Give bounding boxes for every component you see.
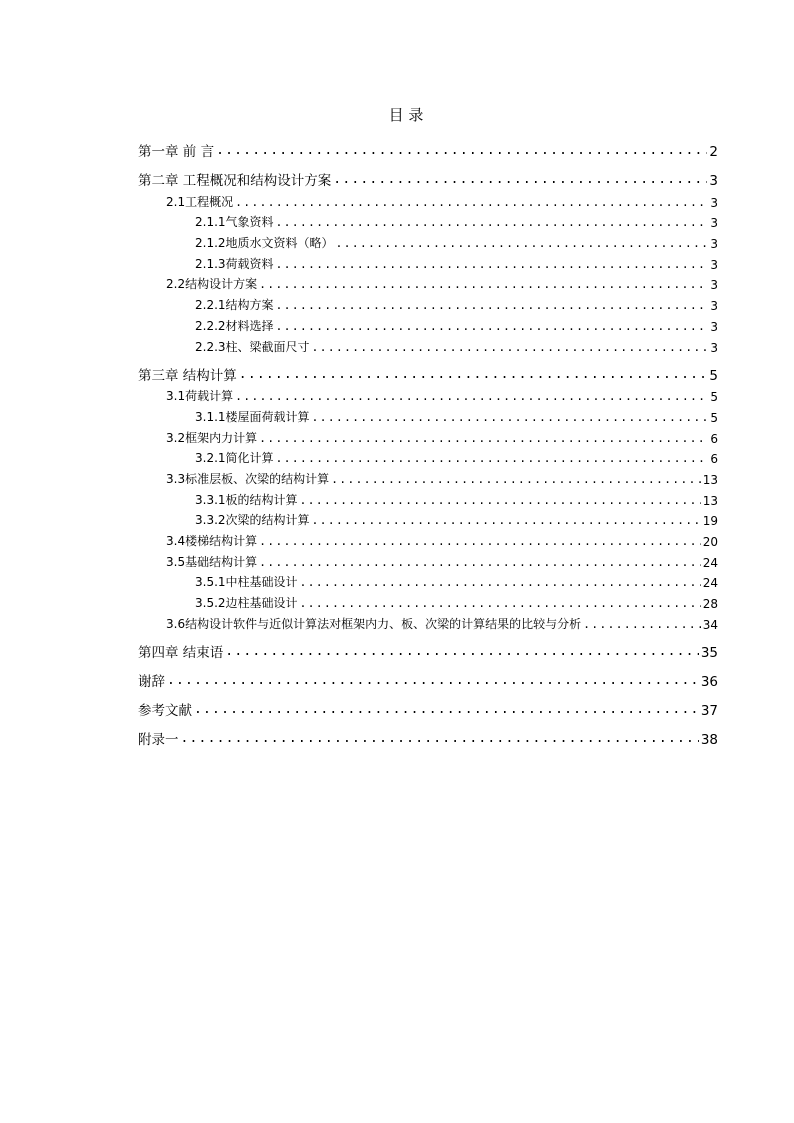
dot-leader (216, 142, 707, 160)
toc-entry-page-number: 6 (710, 431, 718, 446)
toc-entry-page-number: 3 (709, 173, 718, 189)
toc-entry-page-number: 5 (709, 367, 718, 384)
dot-leader (276, 451, 709, 466)
dot-leader (259, 277, 708, 292)
toc-entry-page-number: 13 (702, 472, 718, 487)
toc-entry[interactable] (138, 404, 718, 425)
toc-entry-label: 2.2.2材料选择 (195, 318, 274, 333)
toc-entry[interactable] (138, 334, 718, 355)
table-of-contents (138, 131, 718, 748)
toc-entry[interactable] (138, 210, 718, 231)
toc-entry[interactable] (138, 425, 718, 446)
dot-leader (235, 389, 708, 404)
toc-entry-page-number: 3 (710, 216, 718, 231)
dot-leader (312, 410, 709, 425)
toc-entry[interactable] (138, 313, 718, 334)
toc-entry[interactable] (138, 466, 718, 487)
toc-entry-label: 3.3.2次梁的结构计算 (195, 513, 310, 528)
toc-entry-label: 3.3.1板的结构计算 (195, 492, 298, 507)
toc-entry[interactable] (138, 690, 718, 719)
toc-entry[interactable] (138, 570, 718, 591)
dot-leader (259, 555, 701, 570)
toc-entry[interactable] (138, 590, 718, 611)
toc-entry-label: 3.4楼梯结构计算 (166, 534, 258, 548)
toc-entry-page-number: 3 (710, 319, 718, 334)
dot-leader (312, 340, 709, 355)
toc-entry[interactable] (138, 611, 718, 632)
toc-entry-label: 2.1工程概况 (166, 194, 234, 209)
dot-leader (333, 171, 707, 189)
toc-entry-label: 3.3标准层板、次梁的结构计算 (166, 471, 330, 486)
toc-entry-label: 参考文献 (138, 702, 192, 719)
toc-entry-label: 3.2.1简化计算 (195, 451, 274, 466)
toc-entry-page-number: 36 (700, 673, 718, 690)
toc-entry-page-number: 24 (702, 555, 718, 570)
toc-entry[interactable] (138, 355, 718, 384)
toc-entry-page-number: 13 (702, 493, 718, 508)
dot-leader (259, 431, 708, 446)
toc-entry-label: 3.2框架内力计算 (166, 430, 258, 445)
toc-entry-page-number: 20 (702, 535, 718, 549)
toc-entry[interactable] (138, 719, 718, 748)
toc-entry-label: 2.2结构设计方案 (166, 277, 258, 292)
toc-entry-page-number: 3 (710, 195, 718, 210)
toc-entry-label: 2.1.2地质水文资料（略） (195, 236, 334, 251)
dot-leader (181, 730, 699, 748)
toc-entry[interactable] (138, 384, 718, 405)
dot-leader (300, 596, 701, 611)
toc-entry[interactable] (138, 528, 718, 549)
dot-leader (300, 493, 701, 508)
dot-leader (331, 472, 701, 487)
toc-entry-label: 2.1.1气象资料 (195, 215, 274, 230)
dot-leader (235, 195, 708, 210)
toc-entry-page-number: 28 (702, 597, 718, 612)
dot-leader (300, 575, 701, 590)
toc-entry-page-number: 3 (710, 299, 718, 314)
toc-entry-label: 3.1.1楼屋面荷载计算 (195, 409, 310, 424)
dot-leader (167, 672, 699, 690)
toc-entry[interactable] (138, 508, 718, 529)
toc-entry[interactable] (138, 251, 718, 272)
toc-entry-page-number: 19 (702, 514, 718, 529)
toc-entry[interactable] (138, 487, 718, 508)
dot-leader (583, 617, 701, 632)
toc-entry-page-number: 3 (710, 278, 718, 293)
toc-entry[interactable] (138, 160, 718, 189)
dot-leader (312, 513, 701, 528)
toc-entry-label: 附录一 (138, 731, 179, 748)
toc-entry-label: 2.2.3柱、梁截面尺寸 (195, 339, 310, 354)
toc-entry-label: 第三章 结构计算 (138, 367, 237, 384)
toc-entry-label: 第四章 结束语 (138, 644, 224, 661)
dot-leader (276, 319, 709, 334)
toc-entry[interactable] (138, 131, 718, 160)
dot-leader (336, 236, 709, 251)
dot-leader (259, 534, 701, 549)
toc-entry-label: 3.6结构设计软件与近似计算法对框架内力、板、次梁的计算结果的比较与分析 (166, 616, 582, 631)
toc-entry-page-number: 38 (700, 731, 718, 748)
toc-entry[interactable] (138, 230, 718, 251)
toc-entry-page-number: 35 (700, 644, 718, 661)
toc-entry[interactable] (138, 446, 718, 467)
toc-entry[interactable] (138, 189, 718, 210)
toc-entry[interactable] (138, 292, 718, 313)
dot-leader (276, 257, 709, 272)
toc-entry-page-number: 6 (710, 452, 718, 467)
toc-entry-page-number: 37 (700, 702, 718, 719)
dot-leader (276, 298, 709, 313)
toc-entry-page-number: 24 (702, 576, 718, 591)
toc-entry-page-number: 3 (710, 237, 718, 252)
toc-entry-page-number: 5 (710, 390, 718, 405)
toc-entry[interactable] (138, 272, 718, 293)
toc-entry-page-number: 34 (702, 617, 718, 632)
toc-entry-label: 3.5基础结构计算 (166, 554, 258, 569)
toc-entry-page-number: 3 (710, 340, 718, 355)
dot-leader (239, 366, 708, 384)
dot-leader (194, 701, 699, 719)
dot-leader (225, 643, 699, 661)
toc-title: 目 录 (388, 106, 424, 124)
toc-entry-label: 3.5.2边柱基础设计 (195, 596, 298, 611)
toc-entry-label: 2.2.1结构方案 (195, 298, 274, 313)
toc-entry-label: 2.1.3荷载资料 (195, 256, 274, 271)
toc-entry[interactable] (138, 661, 718, 690)
toc-entry-label: 第一章 前 言 (138, 144, 215, 160)
toc-entry-page-number: 2 (709, 144, 718, 160)
toc-entry-page-number: 3 (710, 257, 718, 272)
dot-leader (276, 215, 709, 230)
toc-entry-label: 3.5.1中柱基础设计 (195, 575, 298, 590)
toc-entry[interactable] (138, 632, 718, 661)
toc-entry-label: 第二章 工程概况和结构设计方案 (138, 173, 332, 189)
toc-entry-label: 3.1荷载计算 (166, 389, 234, 404)
toc-entry[interactable] (138, 549, 718, 570)
toc-entry-label: 谢辞 (138, 673, 165, 690)
toc-entry-page-number: 5 (710, 410, 718, 425)
